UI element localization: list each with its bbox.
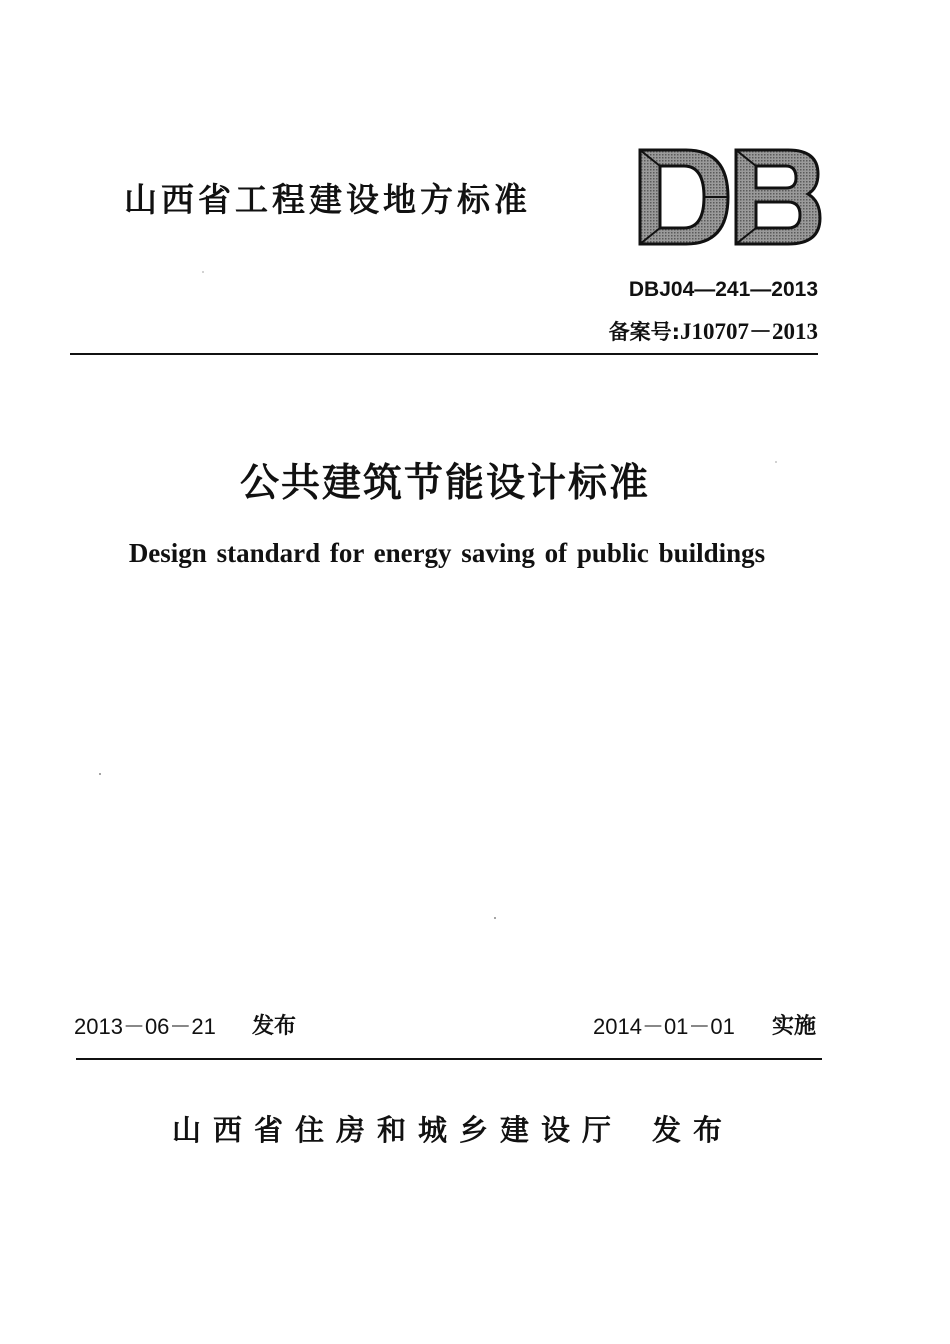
implementation-date: 2014－01－01: [593, 1014, 735, 1039]
db-logo: [638, 148, 822, 246]
standard-number: DBJ04—241—2013: [628, 278, 818, 301]
standard-category-title: 山西省工程建设地方标准: [124, 180, 531, 219]
filing-number-line: [609, 313, 818, 346]
header-divider: [70, 353, 818, 355]
document-title-english: Design standard for energy saving of public buildings: [128, 538, 766, 568]
issuing-action: 发布: [652, 1113, 735, 1147]
scan-speck: [775, 461, 777, 463]
issue-label: 发布: [252, 1014, 297, 1039]
document-title-chinese: 公共建筑节能设计标准: [239, 461, 650, 506]
filing-number: J10707－2013: [680, 319, 818, 344]
implementation-label: 实施: [772, 1014, 817, 1039]
issuing-authority: 山西省住房和城乡建设厅: [172, 1113, 624, 1147]
scan-speck: [99, 773, 101, 775]
scan-speck: [494, 917, 496, 919]
footer-divider: [76, 1058, 822, 1060]
issue-date: 2013－06－21: [74, 1014, 216, 1039]
scan-speck: [202, 271, 204, 273]
filing-label: 备案号:: [608, 320, 680, 344]
